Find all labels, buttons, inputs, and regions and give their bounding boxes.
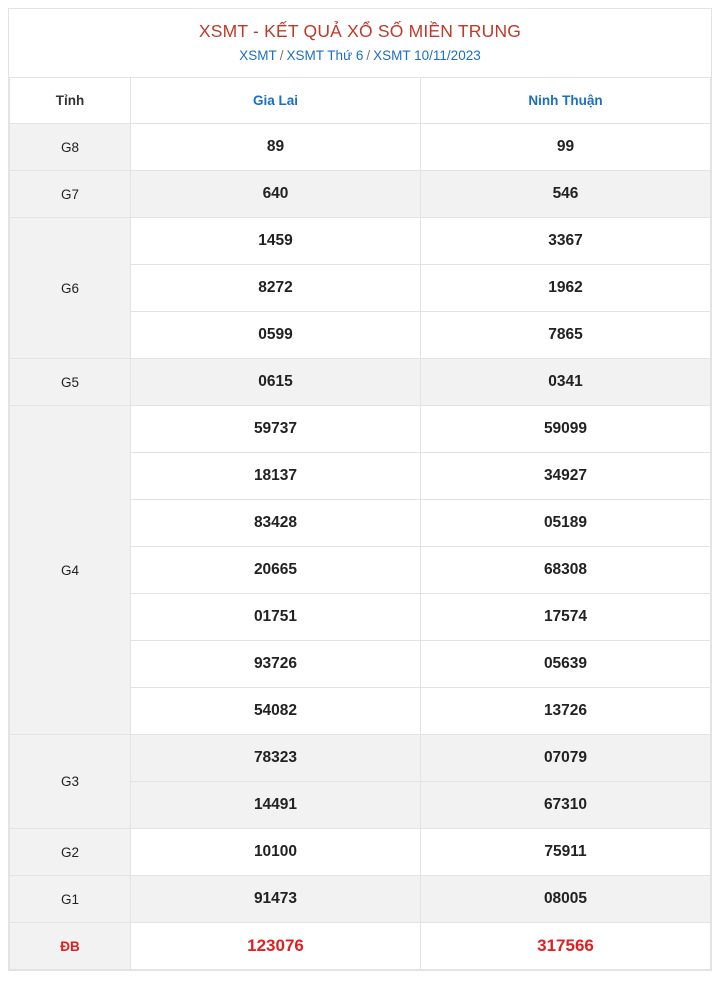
table-row [10,124,711,171]
prize-number: 20665 [131,547,421,594]
table-row [10,829,711,876]
table-row [10,218,711,265]
prize-label-đb: ĐB [10,923,131,970]
prize-number: 1962 [421,265,711,312]
prize-number: 34927 [421,453,711,500]
column-header-gia-lai [131,78,421,124]
prize-number: 54082 [131,688,421,735]
table-head [10,78,711,124]
prize-number: 59099 [421,406,711,453]
table-row [10,406,711,453]
prize-number: 8272 [131,265,421,312]
prize-number: 67310 [421,782,711,829]
breadcrumb-separator-2: / [366,48,371,63]
prize-number: 546 [421,171,711,218]
prize-label-g5: G5 [10,359,131,406]
prize-number: 75911 [421,829,711,876]
prize-label-g3: G3 [10,735,131,829]
prize-label-g7: G7 [10,171,131,218]
lottery-results-table [9,77,711,970]
prize-label-g6: G6 [10,218,131,359]
prize-number: 91473 [131,876,421,923]
prize-label-g2: G2 [10,829,131,876]
prize-number: 0615 [131,359,421,406]
prize-number: 08005 [421,876,711,923]
prize-number: 1459 [131,218,421,265]
prize-label-g1: G1 [10,876,131,923]
prize-number: 93726 [131,641,421,688]
prize-number: 317566 [421,923,711,970]
breadcrumb-item-xsmt-thu-6[interactable]: XSMT Thứ 6 [286,48,364,63]
prize-number: 17574 [421,594,711,641]
column-header-province: Tỉnh [10,78,131,124]
prize-number: 89 [131,124,421,171]
table-row [10,171,711,218]
breadcrumb-item-xsmt-date[interactable]: XSMT 10/11/2023 [373,48,481,63]
prize-number: 640 [131,171,421,218]
breadcrumb-separator-1: / [279,48,284,63]
prize-label-g4: G4 [10,406,131,735]
prize-label-g8: G8 [10,124,131,171]
breadcrumb-item-xsmt[interactable]: XSMT [239,48,277,63]
top-strip [0,0,720,8]
prize-number: 05189 [421,500,711,547]
prize-number: 0341 [421,359,711,406]
province-link-ninh-thuan[interactable]: Ninh Thuận [528,93,603,108]
table-row [10,923,711,970]
prize-number: 3367 [421,218,711,265]
breadcrumb [9,46,711,77]
prize-number: 99 [421,124,711,171]
table-row [10,876,711,923]
bottom-gap [0,971,720,981]
table-row [10,359,711,406]
prize-number: 01751 [131,594,421,641]
prize-number: 18137 [131,453,421,500]
prize-number: 59737 [131,406,421,453]
prize-number: 123076 [131,923,421,970]
prize-number: 83428 [131,500,421,547]
prize-number: 7865 [421,312,711,359]
prize-number: 07079 [421,735,711,782]
prize-number: 14491 [131,782,421,829]
result-card [8,8,712,971]
page-title: XSMT - KẾT QUẢ XỔ SỐ MIỀN TRUNG [198,21,522,41]
prize-number: 68308 [421,547,711,594]
prize-number: 13726 [421,688,711,735]
table-row [10,735,711,782]
table-header-row [10,78,711,124]
prize-number: 10100 [131,829,421,876]
column-header-ninh-thuan [421,78,711,124]
table-body [10,124,711,970]
prize-number: 78323 [131,735,421,782]
prize-number: 0599 [131,312,421,359]
province-link-gia-lai[interactable]: Gia Lai [252,93,298,108]
prize-number: 05639 [421,641,711,688]
